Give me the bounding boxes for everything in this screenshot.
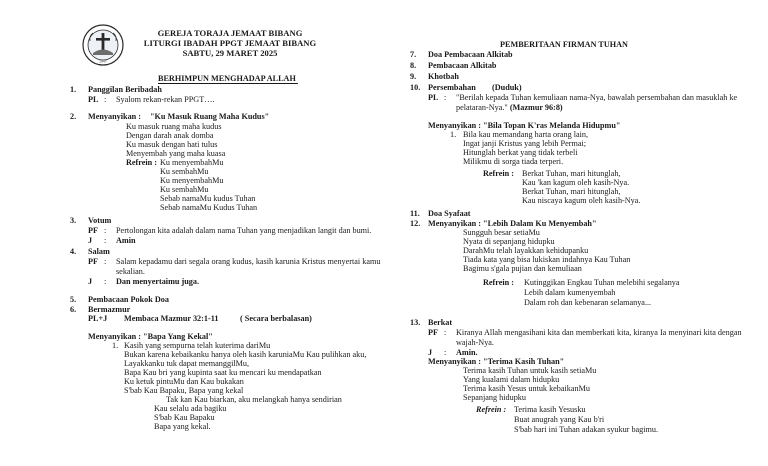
item-title: Doa Pembacaan Alkitab — [428, 50, 513, 59]
role-label: J — [428, 348, 433, 357]
item-title: Votum — [88, 216, 112, 225]
item-number: 6. — [70, 305, 77, 314]
lyric-line: Terima kasih Yesus untuk kebaikanMu — [463, 384, 590, 393]
lyric-line: Bukan karena kebaikanku hanya oleh kasih karuniaMu Kau pulihkan aku, — [124, 350, 367, 359]
item-number: 8. — [410, 61, 417, 70]
lyric-line: Nyata di sepanjang hidupku — [463, 237, 555, 246]
lyric-line: Milikmu di sorga tiada terperi. — [463, 157, 564, 166]
reading-note: ( Secara berbalasan) — [240, 314, 312, 323]
separator: : — [104, 226, 107, 235]
lyric-line: Kau selalu ada bagiku — [154, 404, 227, 413]
item-number: 2. — [70, 112, 77, 121]
role-label: PL+J — [88, 314, 108, 323]
lyric-line: Kasih yang sempurna telah kuterima dariMu — [124, 341, 271, 350]
item-text: Salam kepadamu dari segala orang kudus, kasih karunia Kristus menyertai kamu sekalian. — [116, 257, 381, 276]
lyric-line: Yang kualami dalam hidupku — [463, 375, 560, 384]
liturgy-title: LITURGI IBADAH PPGT JEMAAT BIBANG — [143, 38, 317, 48]
refrein-label: Refrein : — [483, 278, 514, 287]
separator: : — [444, 93, 447, 102]
lyric-line: Hitunglah berkat yang tidak terbeli — [463, 148, 578, 157]
separator: : — [444, 328, 447, 337]
refrein-line: Kutinggikan Engkau Tuhan melebihi segalanya — [524, 278, 680, 287]
lyric-line: Tiada kata yang bisa lukiskan indahnya Kau Tuhan — [463, 255, 631, 264]
refrein-line: S'bab hari ini Tuhan adakan syukur bagimu. — [514, 425, 659, 434]
item-number: 11. — [410, 209, 420, 218]
church-seal-icon — [82, 24, 124, 66]
refrein-label: Refrein : — [483, 169, 514, 178]
item-text: Pertolongan kita adalah dalam nama Tuhan yang menjadikan langit dan bumi. — [116, 226, 372, 235]
lyric-line: Terima kasih Tuhan untuk kasih setiaMu — [463, 366, 597, 375]
church-name: GEREJA TORAJA JEMAAT BIBANG — [157, 28, 303, 38]
posture-note: (Duduk) — [492, 83, 522, 92]
verse-number: 1. — [112, 341, 119, 350]
response-text: Dan menyertaimu juga. — [116, 277, 200, 286]
refrein-line: Ku menyembahMu — [160, 176, 224, 185]
role-label: PL — [88, 95, 99, 104]
item-number: 1. — [70, 85, 77, 94]
separator: : — [104, 257, 107, 266]
refrein-line: Ku sembahMu — [160, 185, 209, 194]
refrein-line: Berkat Tuhan, mari hitunglah, — [522, 187, 621, 196]
item-number: 10. — [410, 83, 421, 92]
item-number: 4. — [70, 247, 77, 256]
psalm-reading: Membaca Mazmur 32:1-11 — [124, 314, 219, 323]
separator: : — [104, 95, 107, 104]
refrein-line: Kau niscaya kagum oleh kasih-Nya. — [522, 196, 641, 205]
lyric-line: S'bab Kau Bapaku, Bapa yang kekal — [124, 386, 244, 395]
lyric-line: Bagimu s'gala pujian dan kemuliaan — [463, 264, 582, 273]
item-title: Doa Syafaat — [428, 209, 471, 218]
refrein-line: Sebab namaMu kudus Tuhan — [160, 194, 256, 203]
item-title: Salam — [88, 247, 110, 256]
service-date: SABTU, 29 MARET 2025 — [182, 48, 278, 58]
lyric-line: Ku masuk ruang maha kudus — [126, 122, 222, 131]
response-text: Amin. — [456, 348, 478, 357]
item-number: 12. — [410, 219, 421, 228]
role-label: PL — [428, 93, 439, 102]
section-title-berhimpun: BERHIMPUN MENGHADAP ALLAH — [158, 74, 296, 83]
lyric-line: Ku masuk dengan hati tulus — [126, 140, 218, 149]
section-underline — [158, 83, 298, 84]
lyric-line: Bila kau memandang harta orang lain, — [463, 130, 589, 139]
refrein-line: Dalam roh dan kebenaran selamanya... — [524, 298, 652, 307]
lyric-line: S'bab Kau Bapaku — [154, 413, 215, 422]
refrein-label: Refrein : — [126, 158, 157, 167]
refrein-line: Terima kasih Yesusku — [514, 405, 586, 414]
item-title: Pembacaan Pokok Doa — [88, 295, 169, 304]
svg-text:1947: 1947 — [99, 59, 107, 64]
section-title-pemberitaan: PEMBERITAAN FIRMAN TUHAN — [500, 40, 628, 49]
offering-text: "Berilah kepada Tuhan kemuliaan nama-Nya, bawalah persembahan dan masuklah ke pelataran-Nya." (Mazmur 96:8) — [456, 93, 738, 112]
lyric-line: Layakkanku tuk dapat memanggilMu, — [124, 359, 250, 368]
refrein-label: Refrein : — [476, 405, 507, 414]
role-label: J — [88, 236, 93, 245]
item-number: 7. — [410, 50, 417, 59]
lyric-line: Sungguh besar setiaMu — [463, 228, 540, 237]
lyric-line: Menyembah yang maha kuasa — [126, 149, 226, 158]
blessing-text: Kiranya Allah mengasihani kita dan memberkati kita, kiranya Ia menyinari kita dengan wajah-Nya. — [456, 328, 742, 347]
song-label: Menyanyikan : — [88, 112, 141, 121]
refrein-line: Sebab namaMu Kudus Tuhan — [160, 203, 258, 212]
separator: : — [444, 348, 447, 357]
refrein-line: Buat anugrah yang Kau b'ri — [514, 415, 605, 424]
lyric-line: Tak kan Kau biarkan, aku melangkah hanya sendirian — [166, 395, 342, 404]
item-number: 5. — [70, 295, 77, 304]
item-title: Khotbah — [428, 72, 459, 81]
lyric-line: Ingat janji Kristus yang lebih Permai; — [463, 139, 587, 148]
song-label: Menyanyikan : "Terima Kasih Tuhan" — [428, 357, 565, 366]
song-title: "Ku Masuk Ruang Maha Kudus" — [150, 112, 270, 121]
item-number: 13. — [410, 318, 421, 327]
separator: : — [104, 236, 107, 245]
role-label: PF — [428, 328, 439, 337]
item-title: Berkat — [428, 318, 453, 327]
lyric-line: Dengan darah anak domba — [126, 131, 214, 140]
item-title: Panggilan Beribadah — [88, 85, 162, 94]
lyric-line: Bapa Kau bri yang kupinta saat ku mencari ku mendapatkan — [124, 368, 322, 377]
role-label: PF — [88, 257, 99, 266]
refrein-line: Ku menyembahMu — [160, 158, 224, 167]
refrein-line: Berkat Tuhan, mari hitunglah, — [522, 169, 621, 178]
item-title: Bermazmur — [88, 305, 131, 314]
role-label: PF — [88, 226, 99, 235]
item-title: Persembahan — [428, 83, 476, 92]
song-label: Menyanyikan : "Lebih Dalam Ku Menyembah" — [428, 219, 597, 228]
song-label: Menyanyikan : "Bapa Yang Kekal" — [88, 332, 213, 341]
lyric-line: Bapa yang kekal. — [154, 422, 211, 431]
verse-number: 1. — [450, 130, 457, 139]
song-label: Menyanyikan : "Bila Topan K'ras Melanda Hidupmu" — [428, 121, 621, 130]
response-text: Amin — [116, 236, 136, 245]
lyric-line: Ku ketuk pintuMu dan Kau bukakan — [124, 377, 244, 386]
refrein-line: Ku sembahMu — [160, 167, 209, 176]
item-title: Pembacaan Alkitab — [428, 61, 497, 70]
lyric-line: Sepanjang hidupku — [463, 393, 526, 402]
lyric-line: DarahMu telah layakkan kehidupanku — [463, 246, 589, 255]
item-number: 3. — [70, 216, 77, 225]
refrein-line: Lebih dalam kumenyembah — [524, 288, 616, 297]
item-number: 9. — [410, 72, 417, 81]
item-text: Syalom rekan-rekan PPGT…. — [116, 95, 215, 104]
separator: : — [104, 277, 107, 286]
role-label: J — [88, 277, 93, 286]
refrein-line: Kau 'kan kagum oleh kasih-Nya. — [522, 178, 630, 187]
